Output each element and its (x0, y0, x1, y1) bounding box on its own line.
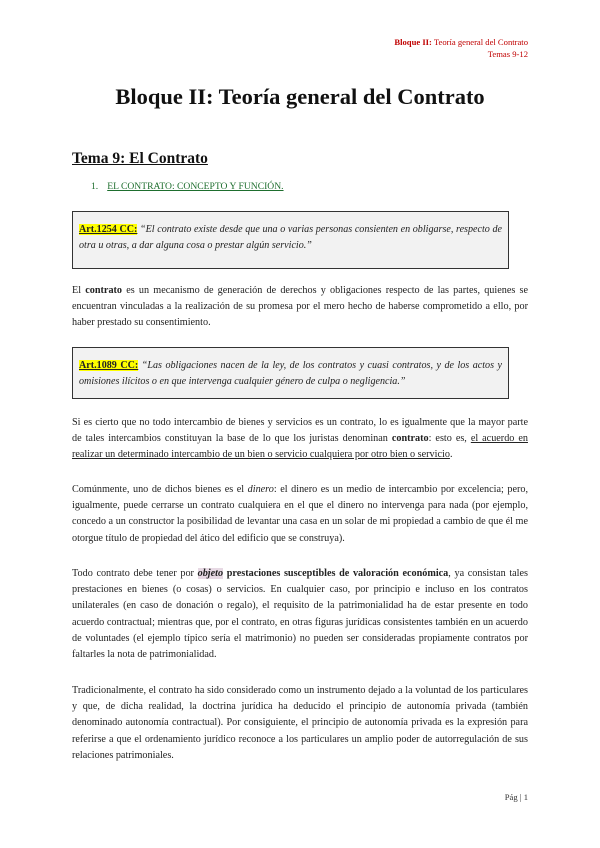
p3-italic-term: dinero (247, 484, 274, 495)
p4-text-a: Todo contrato debe tener por (72, 568, 198, 579)
p3-text-c: : el dinero es un medio de intercambio por excelencia; pero, igualmente, puede cerrarse un contrato cualquiera en el que el dinero no intervenga para nada (por ejemplo, concedo a un constructor la posibilidad de levantar una casa en un solar de mi propiedad a cambio de que él me otorgue título de propiedad del ático del edificio que se construya). (72, 484, 528, 544)
running-header-bold: Bloque II: (394, 37, 432, 47)
page-number: Pág | 1 (504, 792, 528, 802)
p3-text-a: Comúnmente, uno de dichos bienes es el (72, 484, 248, 495)
p1-text-c: es un mecanismo de generación de derechos y obligaciones respecto de las partes, quienes se encuentran vinculadas a la realización de su promesa por el mero hecho de haberse comprometido a ello, por haber prestado su consentimiento. (72, 285, 528, 329)
section-number: 1. (91, 181, 99, 192)
p2-bold-term: contrato (391, 433, 429, 445)
tema-heading: Tema 9: El Contrato (72, 150, 208, 167)
article-quote-box-1254 (72, 211, 509, 269)
paragraph-objeto (72, 566, 528, 663)
paragraph-dinero (72, 482, 528, 547)
paragraph-autonomia-privada: Tradicionalmente, el contrato ha sido considerado como un instrumento dejado a la voluntad de los particulares y que, de dicha realidad, la doctrina jurídica ha deducido el principio de autonomía privada (también denominado autonomía contractual). Por consiguiente, el principio de autonomía privada es la expresión para referirse a que el ordenamiento jurídico reconoce a los particulares un amplio poder de autorregulación de sus relaciones patrimoniales. (72, 685, 528, 761)
p2-text-a: Si es cierto que no todo intercambio de bienes y servicios es un contrato, lo es igualmente que la mayor parte de tales intercambios constituyan la base de lo que los juristas denominan (72, 417, 528, 445)
p1-bold-term: contrato (85, 285, 123, 296)
paragraph-contrato-definition (72, 283, 528, 332)
article-quote: “Las obligaciones nacen de la ley, de los contratos y cuasi contratos, y de los actos y omisiones ilícitos o en que intervenga cualquier género de culpa o negligencia.” (79, 360, 502, 387)
running-header-line2: Temas 9-12 (487, 49, 528, 59)
p4-highlighted-term: objeto (197, 568, 224, 579)
p2-text-e: . (449, 449, 453, 461)
section-heading (91, 181, 284, 192)
p2-underlined-definition: el acuerdo en realizar un determinado intercambio de un bien o servicio cualquiera por otro bien o servicio (72, 433, 528, 461)
p4-text-d: , ya consistan tales prestaciones en bienes (o cosas) o servicios. En cualquier caso, por principio e incluso en los contratos unilaterales (en caso de donación o regalo), el requisito de la patrimonialidad ha de estar presente en todo acuerdo contractual; mientras que, por el contrato, en otras figuras jurídicas consistentes también en un acuerdo de voluntades (el ejemplo típico sería el matrimonio) no pueden ser consideradas propiamente contratos por faltarles la nota de patrimonialidad. (72, 568, 528, 661)
section-title: EL CONTRATO: CONCEPTO Y FUNCIÓN. (107, 181, 284, 192)
p1-text-a: El (72, 285, 86, 296)
running-header-line1 (394, 36, 528, 48)
p2-text-c: : esto es, (428, 433, 471, 445)
running-header (394, 36, 528, 60)
paragraph-intercambio (72, 415, 528, 464)
article-reference: Art.1089 CC: (79, 360, 139, 371)
running-header-rest: Teoría general del Contrato (431, 37, 528, 47)
article-reference: Art.1254 CC: (79, 224, 138, 235)
document-title: Bloque II: Teoría general del Contrato (115, 84, 485, 109)
p4-bold-phrase: prestaciones susceptibles de valoración económica (223, 568, 449, 579)
article-quote: “El contrato existe desde que una o varias personas consienten en obligarse, respecto de otra u otras, a dar alguna cosa o prestar algún servicio.” (79, 224, 502, 251)
article-quote-box-1089 (72, 347, 509, 399)
